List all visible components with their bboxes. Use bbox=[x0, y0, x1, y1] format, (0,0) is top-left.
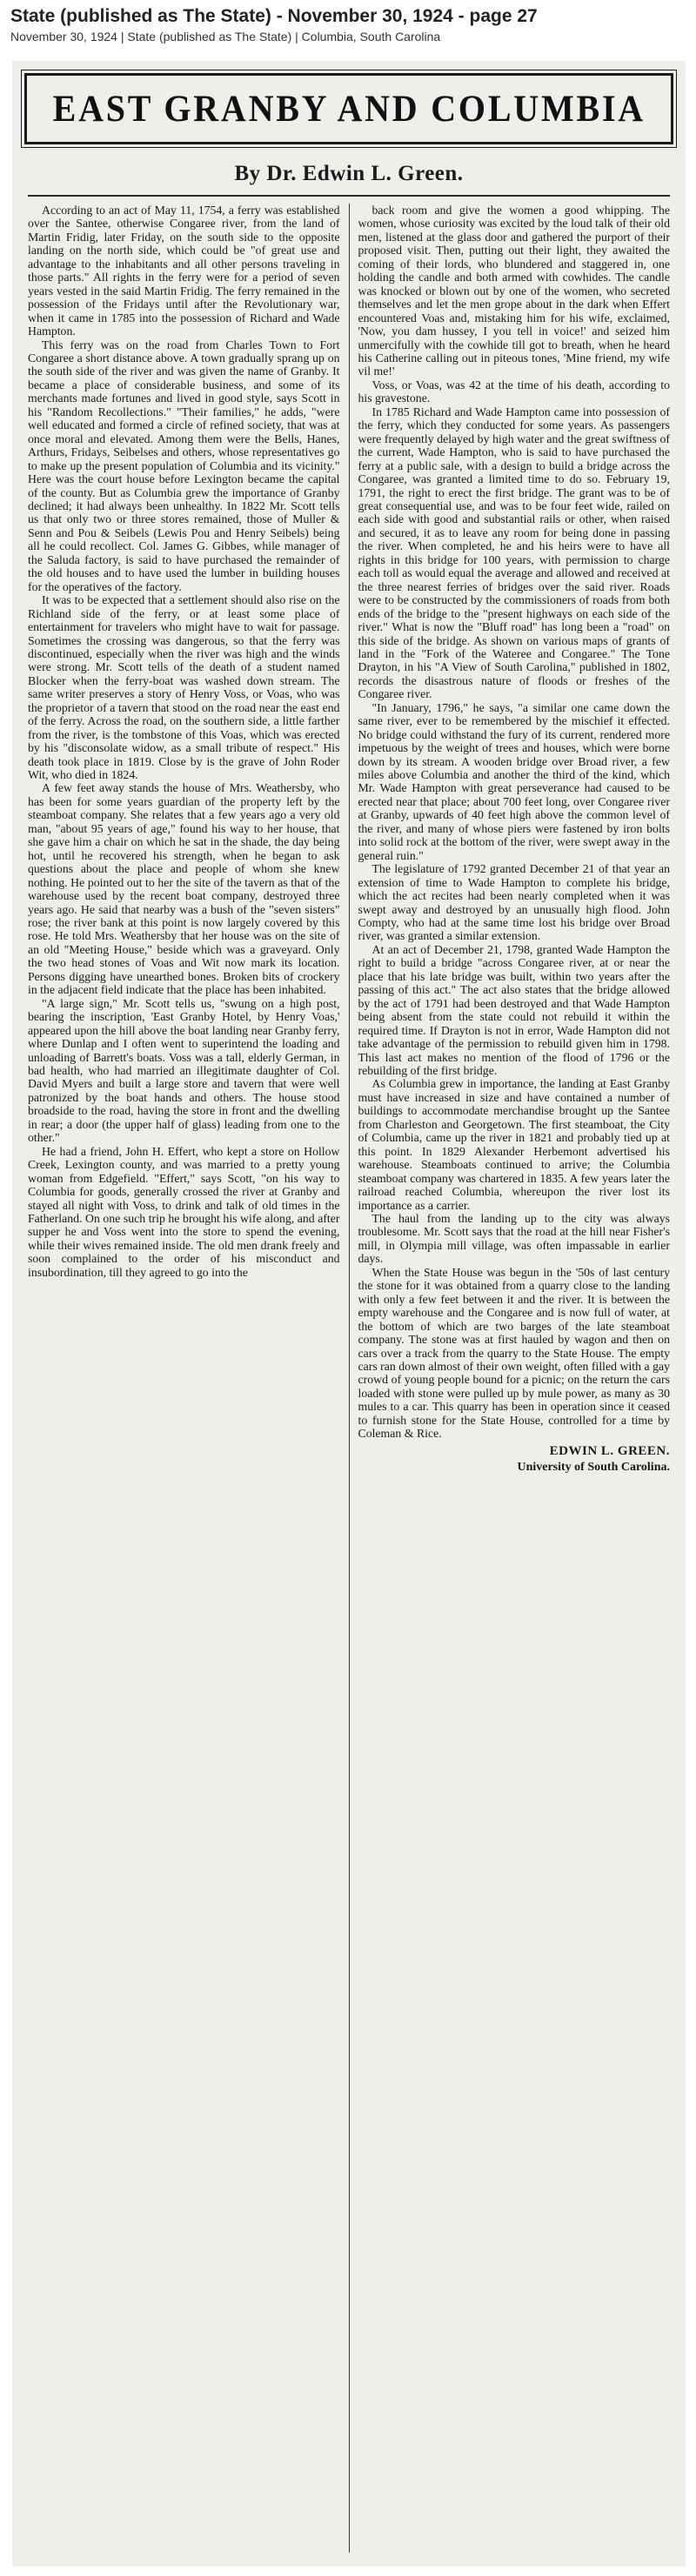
breadcrumb-date[interactable]: November 30, 1924 bbox=[10, 30, 117, 43]
headline-box bbox=[24, 73, 673, 144]
article-byline: By Dr. Edwin L. Green. bbox=[234, 162, 464, 185]
article-paragraph: The haul from the landing up to the city was always troublesome. Mr. Scott says that the road at the hill near Fisher's mill, in Olympia mill village, was often impassable in earlier days. bbox=[358, 1211, 670, 1266]
breadcrumb-publication[interactable]: State (published as The State) bbox=[127, 30, 292, 43]
page-header bbox=[0, 0, 696, 50]
article-paragraph: This ferry was on the road from Charles Town to Fort Congaree a short distance above. A town gradually sprang up on the south side of the river and was given the name of Granby. It became a place of considerable business, and some of its merchants made fortunes and lived in good style, says Scott in his "Random Recollections." "Their families," he adds, "were well educated and formed a circle of refined society, that was at once moral and elevated. Among them were the Bells, Hanes, Arthurs, Fridays, Seibelses and others, whose representatives go to make up the present population of Columbia and its vicinity." Here was the court house before Lexington became the capital of the county. But as Columbia grew the importance of Granby declined; it had always been unhealthy. In 1822 Mr. Scott tells us that only two or three stores remained, those of Muller & Senn and Pou & Seibels (Lewis Pou and Henry Seibels) being all he could recollect. Col. James G. Gibbes, while manager of the Saluda factory, is said to have purchased the remainder of the old houses and to have used the lumber in building houses for the operatives of the factory. bbox=[28, 338, 340, 593]
article-paragraph: It was to be expected that a settlement should also rise on the Richland side of the ferry, or at least some place of entertainment for travelers who might have to wait for passage. Sometimes the crossing was dangerous, so that the ferry was discontinued, especially when the river was high and the winds were strong. Mr. Scott tells of the death of a student named Blocker when the ferry-boat was washed down stream. The same writer preserves a story of Henry Voss, or Voas, who was the proprietor of a tavern that stood on the road near the east end of the ferry. Across the road, on the southern side, a little farther from the river, is the tombstone of this Voas, which was erected by his "disconsolate widow, as a small tribute of respect." His death took place in 1819. Close by is the grave of John Roder Wit, who died in 1824. bbox=[28, 593, 340, 782]
article-paragraph: The legislature of 1792 granted December 21 of that year an extension of time to Wade Hampton to complete his bridge, which the act recites had been nearly completed when it was swept away and destroyed by an unusually high flood. John Compty, who had at the same time lost his bridge over Broad river, was granted a similar extension. bbox=[358, 862, 670, 943]
author-signature: EDWIN L. GREEN. bbox=[549, 1443, 670, 1458]
article-paragraph: "A large sign," Mr. Scott tells us, "swung on a high post, bearing the inscription, 'East Granby Hotel, by Henry Voas,' appeared upon the hill above the boat landing near Granby ferry, where Dunlap and I often went to superintend the loading and unloading of Barrett's boats. Voss was a tall, elderly German, in bad health, who had married an illegitimate daughter of Col. David Myers and built a large store and tavern that were well patronized by the boat hands and others. The house stood broadside to the road, having the store in front and the dwelling in rear; a door (the upper half of glass) leading from one to the other." bbox=[28, 996, 340, 1145]
article-paragraph: When the State House was begun in the '50s of last century the stone for it was obtained from a quarry close to the landing with only a few feet between it and the river. It is between the empty warehouse and the Congaree and is now full of water, at the bottom of which are two barges of the late steamboat company. The stone was at first hauled by wagon and then on cars over a track from the quarry to the State House. The empty cars ran down almost of their own weight, often filled with a gay crowd of young people bound for a picnic; on the return the cars loaded with stone were pulled up by mule power, as many as 30 mules to a car. This quarry has been in operation since it ceased to furnish stone for the State House, controlled for a time by Coleman & Rice. bbox=[358, 1265, 670, 1441]
byline-rule bbox=[28, 195, 670, 197]
article-paragraph: back room and give the women a good whipping. The women, whose curiosity was excited by the loud talk of their old men, listened at the glass door and gathered the purport of their proposed visit. Then, putting out their light, they awaited the coming of their lords, who blundered and staggered in, one holding the candle and both armed with cowhides. The candle was knocked or blown out by one of the women, who secreted themselves and let the men grope about in the dark when Effert encountered Voas and, mistaking him for his wife, exclaimed, 'Now, you dam hussey, I you tell in voice!' and seized him unmercifully with the cowhide till got to breath, when he heard his Catherine calling out in piteous tones, 'Mine friend, my wife vil me!' bbox=[358, 204, 670, 378]
page-title: State (published as The State) - November 30, 1924 - page 27 bbox=[10, 6, 538, 26]
breadcrumb bbox=[10, 30, 686, 43]
right-column bbox=[350, 204, 671, 2553]
newspaper-clipping bbox=[12, 61, 686, 2566]
breadcrumb-separator: | bbox=[291, 30, 302, 43]
article-paragraph: In 1785 Richard and Wade Hampton came into possession of the ferry, which they conducted for some years. As passengers were frequently delayed by high water and the great swiftness of the current, Wade Hampton, who is said to have purchased the ferry at a public sale, with a design to build a bridge across the Congaree, was granted a limited time to do so. February 19, 1791, the right to erect the first bridge. The grant was to be of great consequential use, and was to be four feet wide, railed on each side with good and substantial rails or other, when raised and secured, it as to leave any room for being done in passing the river. When completed, he and his heirs were to have all rights in this bridge for 100 years, with permission to charge each toll as would equal the average and allowed and received at the three nearest ferries of bridges over the said river. Roads were to be constructed by the commissioners of roads from both ends of the bridge to the "present highways on each side of the river." What is now the "Bluff road" has long been a "road" on this side of the bridge. As shown on various maps of grants of land in the "Fork of the Wateree and Congaree." The Tone Drayton, in his "A View of South Carolina," published in 1802, records the disastrous nature of floods or freshes of the Congaree river. bbox=[358, 405, 670, 701]
article-paragraph: "In January, 1796," he says, "a similar one came down the same river, ever to be remembered by the mischief it effected. No bridge could withstand the fury of its current, rendered more impetuous by the weight of trees and houses, which were borne down by its stream. A wooden bridge over Broad river, a few miles above Columbia and another the third of the kind, which Mr. Wade Hampton with great perseverance had caused to be erected near that place; about 700 feet long, over Congaree river at Granby, upwards of 40 feet high above the common level of the river, and many of whose piers were fastened by iron bolts into solid rock at the bottom of the river, were swept away in the general ruin." bbox=[358, 700, 670, 862]
article-paragraph: He had a friend, John H. Effert, who kept a store on Hollow Creek, Lexington county, and was married to a pretty young woman from Edgefield. "Effert," says Scott, "on his way to Columbia for goods, generally crossed the river at Granby and stayed all night with Voss, to drink and talk of old times in the Fatherland. On one such trip he brought his wife along, and after supper he and Voss went into the store to spend the evening, while their wives remained inside. The old men drank freely and soon complained to the order of his misconduct and insubordination, till they agreed to go into the bbox=[28, 1144, 340, 1279]
breadcrumb-location[interactable]: Columbia, South Carolina bbox=[301, 30, 441, 43]
author-affiliation: University of South Carolina. bbox=[517, 1460, 670, 1474]
article-paragraph: As Columbia grew in importance, the landing at East Granby must have increased in size and have contained a number of buildings to accommodate merchandise brought up the Santee from Charleston and Georgetown. The first steamboat, the City of Columbia, came up the river in 1821 and probably tied up at this point. In 1829 Alexander Herbemont advertised his warehouse. Steamboats continued to arrive; the Columbia steamboat company was chartered in 1835. A few years later the railroad reached Columbia, whereupon the river lost its importance as a carrier. bbox=[358, 1077, 670, 1212]
breadcrumb-separator: | bbox=[117, 30, 128, 43]
article-body bbox=[28, 204, 670, 2553]
article-headline: EAST GRANBY AND COLUMBIA bbox=[52, 88, 646, 130]
article-paragraph: At an act of December 21, 1798, granted Wade Hampton the right to build a bridge "across Congaree river, at or near the place that his late bridge was built, within two years after the passing of this act." The act also states that the bridge allowed by the act of 1791 had been destroyed and that Wade Hampton being absent from the state could not rebuild it within the required time. If Drayton is not in error, Wade Hampton did not take advantage of the permission to rebuild given him in 1798. This last act makes no mention of the flood of 1796 or the rebuilding of the first bridge. bbox=[358, 942, 670, 1077]
article-paragraph: Voss, or Voas, was 42 at the time of his death, according to his gravestone. bbox=[358, 378, 670, 405]
article-paragraph: According to an act of May 11, 1754, a ferry was established over the Santee, otherwise Congaree river, from the land of Martin Fridig, later Friday, on the south side to the opposite landing on the north side, which could be "of great use and advantage to the inhabitants and all other persons traveling in those parts." All rights in the ferry were for a period of seven years vested in the said Martin Fridig. The ferry remained in the possession of the Fridays until after the Revolutionary war, when it came in 1785 into the possession of Richard and Wade Hampton. bbox=[28, 204, 340, 338]
right-column-paragraphs bbox=[358, 204, 671, 1441]
article-paragraph: A few feet away stands the house of Mrs. Weathersby, who has been for some years guardian of the property left by the steamboat company. She relates that a few years ago a very old man, "about 95 years of age," found his way to her house, that she gave him a chair on which he sat in the shade, the day being hot, until he recovered his strength, when he began to ask questions about the place and people of whom she knew nothing. He pointed out to her the site of the tavern as that of the warehouse used by the recent boat company, destroyed three years ago. He said that nearby was a bush of the "seven sisters" rose; the river bank at this point is now largely covered by this rose. He told Mrs. Weathersby that her house was on the site of an old "Meeting House," beside which was a graveyard. Only the two head stones of Voas and Wit now mark its location. Persons digging have unearthed bones. Broken bits of crockery in the adjacent field indicate that the place has been inhabited. bbox=[28, 781, 340, 997]
left-column bbox=[28, 204, 349, 2553]
